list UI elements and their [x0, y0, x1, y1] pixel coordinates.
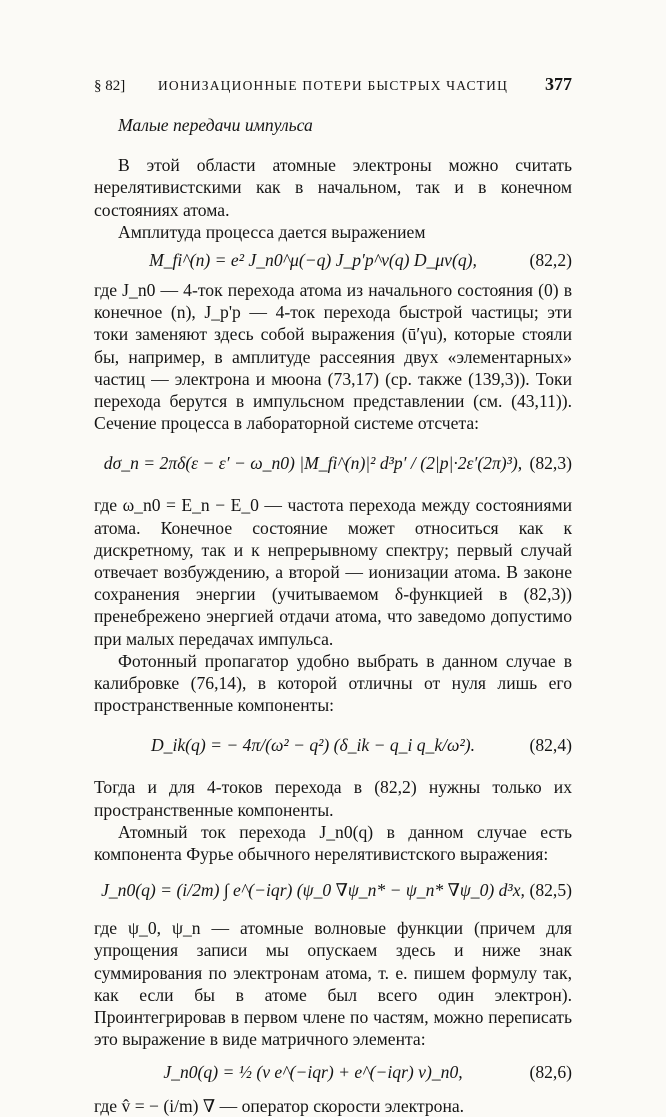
equation-formula: dσ_n = 2πδ(ε − ε′ − ω_n0) |M_fi^(n)|² d³p′ / (2|p|·2ε′(2π)³), — [103, 453, 523, 474]
page-body — [94, 114, 572, 1117]
paragraph: Амплитуда процесса дается выражением — [118, 221, 426, 242]
equation-formula: M_fi^(n) = e² J_n0^μ(−q) J_p′p^ν(q) D_μν(q), — [149, 250, 477, 271]
paragraph: где J_n0 — 4-ток перехода атома из начального состояния (0) в конечное (n), J_p'p — 4-ток перехода быстрой частицы; эти токи заменяют здесь собой выражения (ū′γu), которые стояли бы, например, в амплитуде рассеяния двух «элементарных» частиц — электрона и мюона (73,17) (ср. также (139,3)). Токи перехода берутся в импульсном представлении (см. (43,11)). Сечение процесса в лабораторной системе отсчета: — [94, 280, 572, 434]
equation — [94, 1061, 572, 1085]
equation-number: (82,5) — [529, 880, 572, 901]
equation — [94, 452, 572, 476]
page-number: 377 — [545, 74, 572, 94]
paragraph: где ω_n0 = E_n − E_0 — частота перехода между состояниями атома. Конечное состояние может относиться как к дискретному, так и к непрерывному спектру; первый случай отвечает возбуждению, а второй — ионизации атома. В законе сохранения энергии (учитываемом δ-функцией в (82,3)) пренебрежено энергией отдачи атома, что заведомо допустимо при малых передачах импульса. — [94, 495, 572, 649]
equation — [94, 734, 572, 758]
running-header — [94, 74, 572, 98]
section-mark: § 82] — [94, 78, 126, 94]
equation-number: (82,6) — [529, 1061, 572, 1082]
equation-number: (82,4) — [529, 735, 572, 756]
paragraph: Фотонный пропагатор удобно выбрать в данном случае в калибровке (76,14), в которой отличны от нуля лишь его пространственные компоненты: — [94, 650, 572, 716]
equation — [94, 879, 572, 903]
equation — [94, 249, 572, 273]
paragraph: где ψ_0, ψ_n — атомные волновые функции (причем для упрощения записи мы опускаем здесь и ниже знак суммирования по электронам атома, т. е. пишем формулу так, как если бы в атоме был всего один электрон). Проинтегрировав в первом члене по частям, можно переписать это выражение в виде матричного элемента: — [94, 918, 572, 1050]
subheading: Малые передачи импульса — [118, 115, 313, 135]
paragraph: В этой области атомные электроны можно считать нерелятивистскими как в начальном, так и в конечном состояниях атома. — [94, 155, 572, 220]
paragraph: Тогда и для 4-токов перехода в (82,2) нужны только их пространственные компоненты. — [94, 777, 572, 820]
equation-number: (82,3) — [529, 453, 572, 474]
equation-formula: J_n0(q) = ½ (v e^(−iqr) + e^(−iqr) v)_n0, — [163, 1061, 463, 1082]
header-title: ИОНИЗАЦИОННЫЕ ПОТЕРИ БЫСТРЫХ ЧАСТИЦ — [157, 78, 509, 93]
paragraph: Атомный ток перехода J_n0(q) в данном случае есть компонента Фурье обычного нерелятивистского выражения: — [94, 821, 572, 865]
equation-formula: J_n0(q) = (i/2m) ∫ e^(−iqr) (ψ_0 ∇ψ_n* − ψ_n* ∇ψ_0) d³x, — [101, 880, 525, 901]
equation-number: (82,2) — [529, 250, 572, 271]
equation-formula: D_ik(q) = − 4π/(ω² − q²) (δ_ik − q_i q_k/ω²). — [150, 735, 476, 756]
paragraph: где v̂ = − (i/m) ∇ — оператор скорости электрона. — [94, 1095, 465, 1116]
